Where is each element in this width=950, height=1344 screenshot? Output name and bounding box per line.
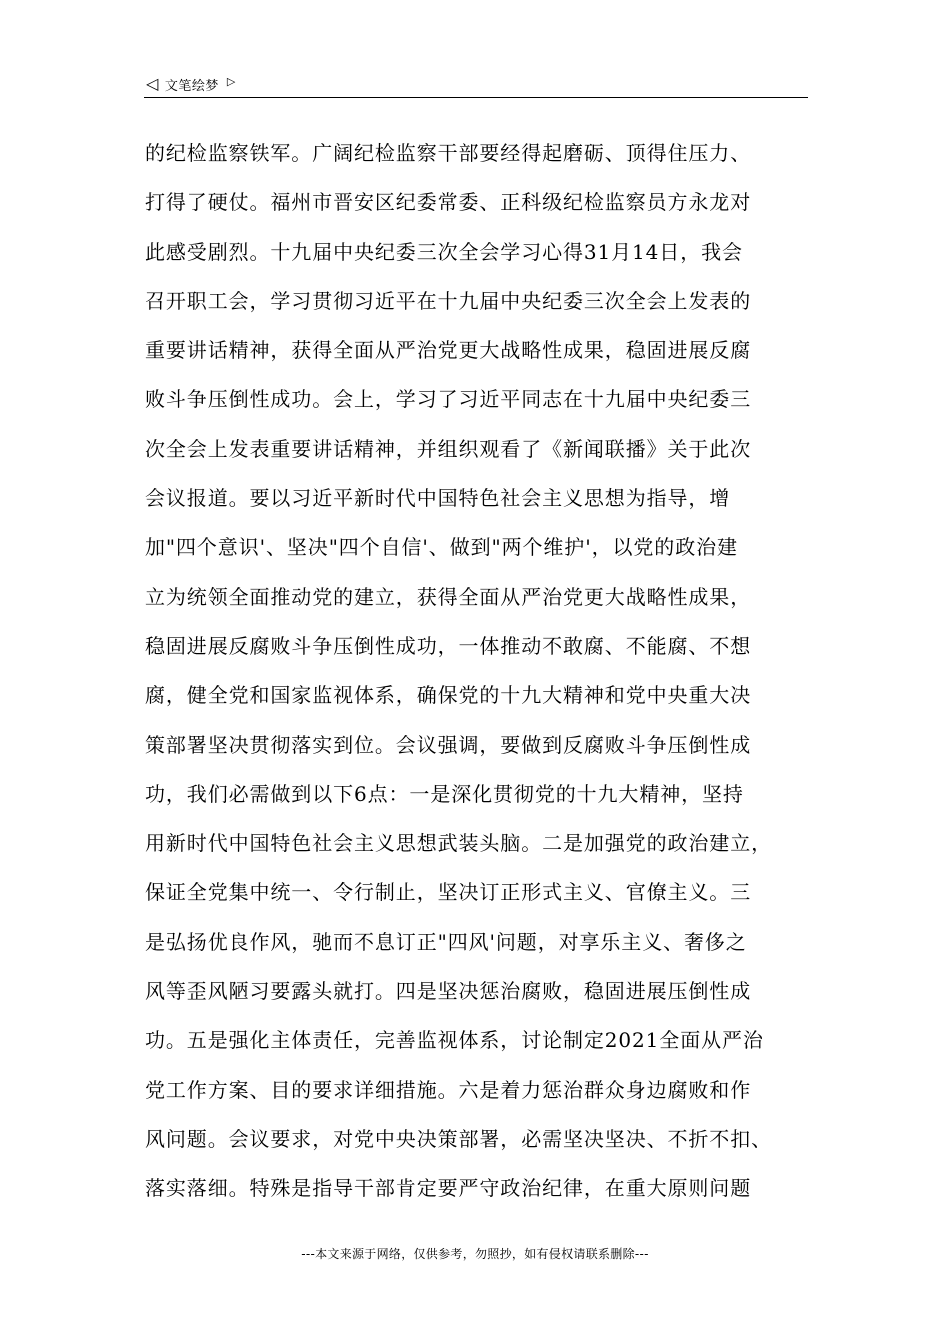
text-line: 召开职工会，学习贯彻习近平在十九届中央纪委三次全会上发表的 — [145, 288, 752, 313]
text-line: 落实落细。特殊是指导干部肯定要严守政治纪律，在重大原则问题 — [145, 1176, 752, 1201]
text-line: 腐，健全党和国家监视体系，确保党的十九大精神和党中央重大决 — [145, 683, 752, 708]
text-line: 功。五是强化主体责任，完善监视体系，讨论制定2021全面从严治 — [145, 1028, 764, 1053]
text-line: 是弘扬优良作风，驰而不息订正"四风'问题，对享乐主义、奢侈之 — [145, 929, 747, 954]
text-line: 打得了硬仗。福州市晋安区纪委常委、正科级纪检监察员方永龙对 — [145, 190, 752, 215]
text-line: 败斗争压倒性成功。会上，学习了习近平同志在十九届中央纪委三 — [145, 387, 752, 412]
left-triangle-icon: ◁ — [146, 74, 159, 93]
text-line: 用新时代中国特色社会主义思想武装头脑。二是加强党的政治建立， — [145, 831, 772, 856]
header-divider — [144, 97, 808, 98]
text-line: 加"四个意识'、坚决"四个自信'、做到"两个维护'，以党的政治建 — [145, 535, 738, 560]
text-line: 策部署坚决贯彻落实到位。会议强调，要做到反腐败斗争压倒性成 — [145, 732, 752, 757]
footer-disclaimer: ---本文来源于网络，仅供参考，勿照抄，如有侵权请联系删除--- — [301, 1247, 649, 1261]
text-line: 稳固进展反腐败斗争压倒性成功，一体推动不敢腐、不能腐、不想 — [145, 633, 752, 658]
text-line: 功，我们必需做到以下6点：一是深化贯彻党的十九大精神，坚持 — [145, 781, 744, 806]
text-line: 风问题。会议要求，对党中央决策部署，必需坚决坚决、不折不扣、 — [145, 1126, 772, 1151]
text-line: 保证全党集中统一、令行制止，坚决订正形式主义、官僚主义。三 — [145, 880, 752, 905]
text-line: 党工作方案、目的要求详细措施。六是着力惩治群众身边腐败和作 — [145, 1077, 752, 1102]
document-body — [145, 129, 815, 1214]
text-line: 次全会上发表重要讲话精神，并组织观看了《新闻联播》关于此次 — [145, 436, 752, 461]
header-title: 文笔绘梦 — [164, 78, 219, 94]
text-line: 重要讲话精神，获得全面从严治党更大战略性成果，稳固进展反腐 — [145, 338, 752, 363]
right-triangle-icon: ▷ — [226, 74, 236, 88]
page-header — [146, 72, 808, 96]
text-line: 此感受剧烈。十九届中央纪委三次全会学习心得31月14日，我会 — [145, 239, 743, 264]
text-line: 的纪检监察铁军。广阔纪检监察干部要经得起磨砺、顶得住压力、 — [145, 141, 752, 165]
text-line: 立为统领全面推动党的建立，获得全面从严治党更大战略性成果， — [145, 584, 752, 609]
text-line: 会议报道。要以习近平新时代中国特色社会主义思想为指导，增 — [145, 486, 731, 511]
text-line: 风等歪风陋习要露头就打。四是坚决惩治腐败，稳固进展压倒性成 — [145, 979, 752, 1004]
